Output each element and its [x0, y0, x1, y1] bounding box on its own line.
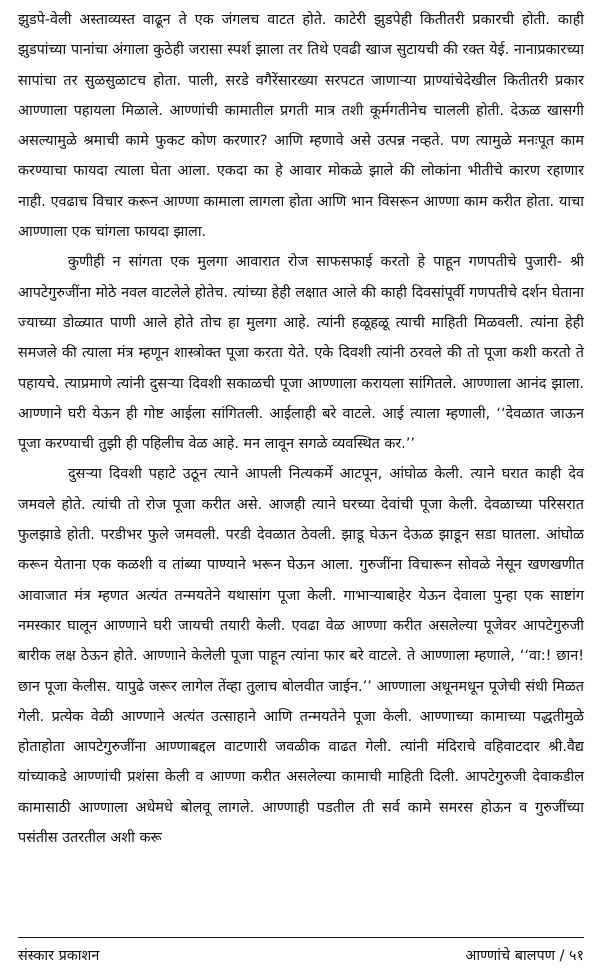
footer-publisher: संस्कार प्रकाशन [18, 948, 100, 964]
paragraph-1: झुडपे-वेली अस्ताव्यस्त वाढून ते एक जंगलच वाटत होते. काटेरी झुडपेही कितीतरी प्रकारची होती. काही झुडपांच्या पानांचा अंगाला कुठेही जरासा स्पर्श झाला तर तिथे एवढी खाज सुटायची की रक्त येई. नानाप्रकारच्या सापांचा तर सुळसुळाटच होता. पाली, सरडे वगैरेंसारख्या सरपटत जाणाऱ्या प्राण्यांचेदेखील कितीतरी प्रकार आण्णाला पहायला मिळाले. आण्णांची कामातील प्रगती मात्र तशी कूर्मगतीनेच चालली होती. देऊळ खासगी असल्यामुळे श्रमाची कामे फुकट कोण करणार? आणि म्हणावे असे उत्पन्न नव्हते. पण त्यामुळे मनःपूत काम करण्याचा फायदा त्याला घेता आला. एकदा का हे आवार मोकळे झाले की लोकांना भीतीचे कारण रहाणार नाही. एवढाच विचार करून आण्णा कामाला लागला होता आणि भान विसरून आण्णा काम करीत होता. याचा आण्णाला एक चांगला फायदा झाला. [18, 12, 584, 241]
footer-divider [18, 937, 584, 938]
footer-chapter-page: आण्णांचे बालपण / ५१ [465, 948, 584, 964]
paragraph-2: कुणीही न सांगता एक मुलगा आवारात रोज साफसफाई करतो हे पाहून गणपतीचे पुजारी- श्री आपटेगुरुजींना मोठे नवल वाटलेले होतेच. त्यांच्या हेही लक्षात आले की काही दिवसांपूर्वी गणपतीचे दर्शन घेताना ज्याच्या डोळ्यात पाणी आले होते तोच हा मुलगा आहे. त्यांनी हळूहळू त्याची माहिती मिळवली. त्यांना हेही समजले की त्याला मंत्र म्हणून शास्त्रोक्त पूजा करता येते. एके दिवशी त्यांनी ठरवले की तो पूजा कशी करतो ते पहायचे. त्याप्रमाणे त्यांनी दुसऱ्या दिवशी सकाळची पूजा आण्णाला करायला सांगितले. आण्णाला आनंद झाला. आण्णाने घरी येऊन ही गोष्ट आईला सांगितली. आईलाही बरे वाटले. आई त्याला म्हणाली, ‘‘देवळात जाऊन पूजा करण्याची तुझी ही पहिलीच वेळ आहे. मन लावून सगळे व्यवस्थित कर.’’ [18, 254, 584, 453]
book-page [18, 5, 584, 970]
page-body-text [18, 5, 584, 853]
paragraph-3: दुसऱ्या दिवशी पहाटे उठून त्याने आपली नित्यकर्मे आटपून, आंघोळ केली. त्याने घरात काही देव जमवले होते. त्यांची तो रोज पूजा करीत असे. आजही त्याने घरच्या देवांची पूजा केली. देवळाच्या परिसरात फुलझाडे होती. परडीभर फुले जमवली. परडी देवळात ठेवली. झाडू घेऊन देऊळ झाडून सडा घातला. आंघोळ करून येताना एक कळशी व तांब्या पाण्याने भरून घेऊन आला. गुरुजींना विचारून सोवळे नेसून खणखणीत आवाजात मंत्र म्हणत अत्यंत तन्मयतेने यथासांग पूजा केली. गाभाऱ्याबाहेर येऊन देवाला पुन्हा एक साष्टांग नमस्कार घालून आण्णाने घरी जायची तयारी केली. एवढा वेळ आण्णा करीत असलेल्या पूजेवर आपटेगुरुजी बारीक लक्ष ठेऊन होते. आण्णाने केलेली पूजा पाहून त्यांना फार बरे वाटले. ते आण्णाला म्हणाले, ‘‘वा:! छान! छान पूजा केलीस. यापुढे जरूर लागेल तेंव्हा तुलाच बोलवीत जाईन.’’ आण्णाला अधूनमधून पूजेची संधी मिळत गेली. प्रत्येक वेळी आण्णाने अत्यंत उत्साहाने आणि तन्मयतेने पूजा केली. आण्णाच्या कामाच्या पद्धतीमुळे होताहोता आपटेगुरुजींना आण्णाबद्दल वाटणारी जवळीक वाढत गेली. त्यांनी मंदिराचे वहिवाटदार श्री.वैद्य यांच्याकडे आण्णांची प्रशंसा केली व आण्णा करीत असलेल्या कामाची माहिती दिली. आपटेगुरुजी देवाकडील कामासाठी आण्णाला अधेमधे बोलवू लागले. आण्णाही पडतील ती सर्व कामे समरस होऊन व गुरुजींच्या पसंतीस उतरतील अशी करू [18, 466, 584, 847]
